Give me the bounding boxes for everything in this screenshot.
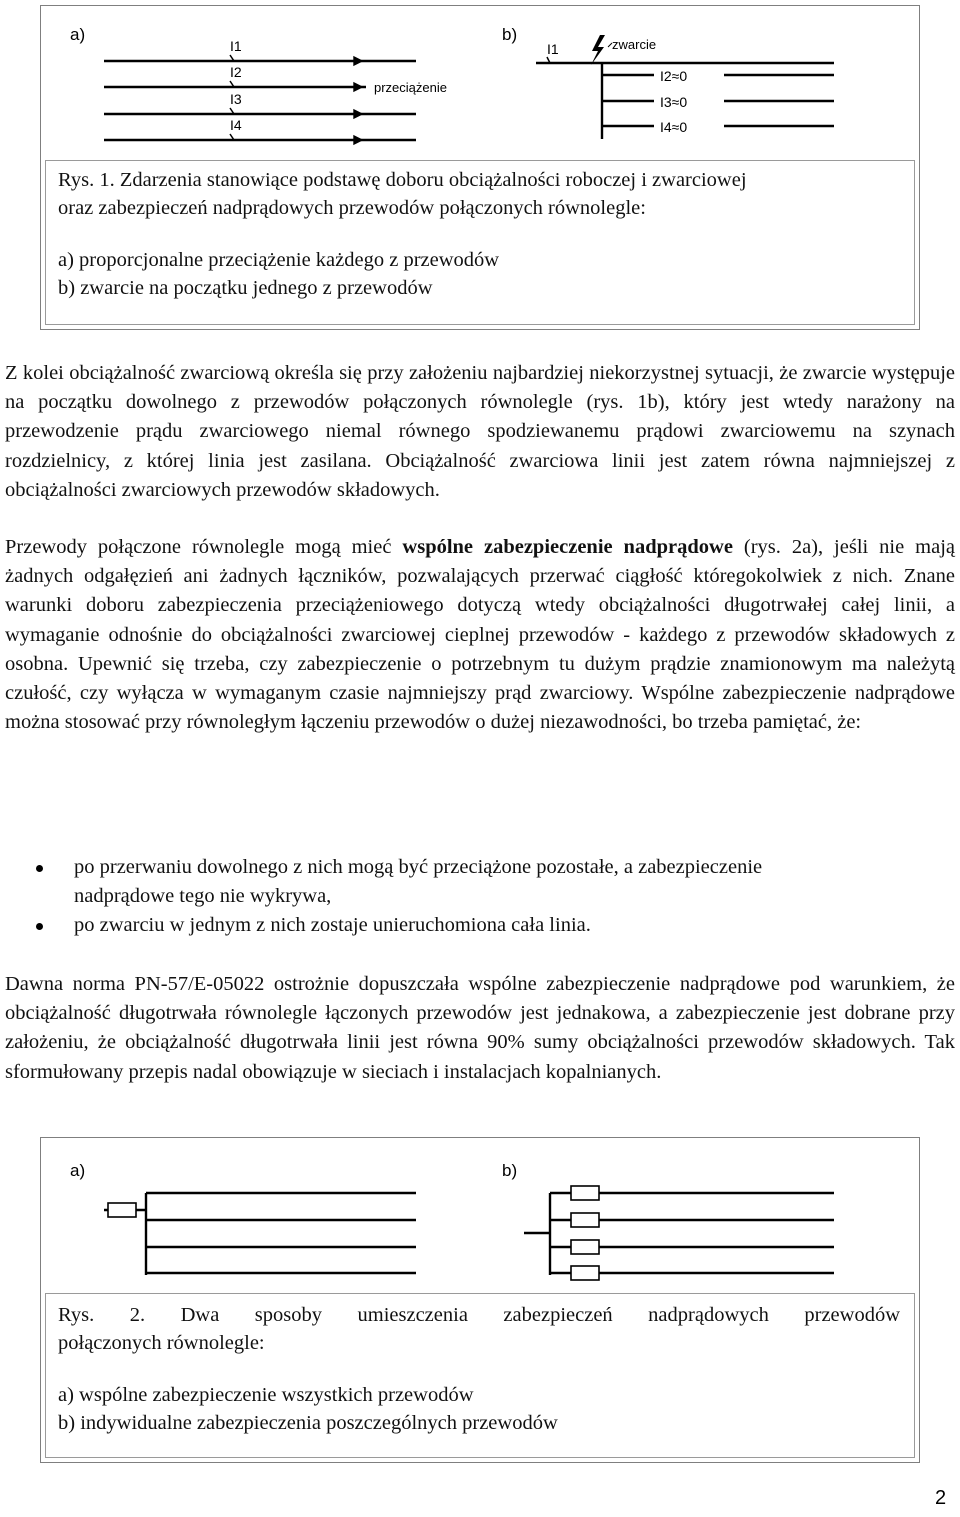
figure-2-caption-line1: Rys. 2. Dwa sposoby umieszczenia zabezpieczeń nadprądowych przewodów <box>58 1304 900 1326</box>
bullet-1-line-1: po przerwaniu dowolnego z nich mogą być przeciążone pozostałe, a zabezpieczenie <box>74 856 763 878</box>
fuse-icon <box>108 1203 136 1217</box>
figure-1-caption-line2: oraz zabezpieczeń nadprądowych przewodów połączonych równolegle: <box>58 197 646 219</box>
paragraph-1: Z kolei obciążalność zwarciową określa się przy założeniu najbardziej niekorzystnej sytuacji, że zwarcie występuje na początku dowolnego z przewodów połączonych równolegle (rys. 1b), który jest wtedy narażony na przewodzenie prądu zwarciowego niemal równego spodziewanemu prądowi zwarciowemu na szynach rozdzielnicy, z której linia jest zasilana. Obciążalność zwarciowa linii jest zatem równa najmniejszej z obciążalności zwarciowych przewodów składowych. <box>5 362 955 501</box>
bullet-dot <box>36 865 43 872</box>
figure-1-caption-b: b) zwarcie na początku jednego z przewodów <box>58 277 433 299</box>
figure-1-label-a: a) <box>70 25 86 44</box>
bullet-list <box>0 853 960 941</box>
figure-2-diagram <box>44 1141 916 1291</box>
bullet-dot <box>36 923 43 930</box>
bullet-item-1 <box>0 853 960 911</box>
figure-2-caption-a: a) wspólne zabezpieczenie wszystkich przewodów <box>58 1384 474 1406</box>
figure-2-label-b: b) <box>502 1161 518 1180</box>
bullet-1-line-2: nadprądowe tego nie wykrywa, <box>74 885 332 908</box>
figure-1-current-i1: I1 <box>230 38 242 54</box>
figure-2-caption-box <box>45 1293 915 1458</box>
bullet-item-2 <box>0 911 960 940</box>
figure-2-caption-line2: połączonych równolegle: <box>58 1332 265 1354</box>
figure-2-label-a: a) <box>70 1161 86 1180</box>
fuse-icon <box>571 1266 599 1280</box>
figure-1-label-b: b) <box>502 25 518 44</box>
figure-1-caption-box <box>45 160 915 325</box>
bullet-2-text: po zwarciu w jednym z nich zostaje unieruchomiona cała linia. <box>74 914 591 937</box>
figure-1-short-label: zwarcie <box>612 37 657 52</box>
figure-1-b-current-i2: I2≈0 <box>660 68 688 84</box>
fuse-icon <box>571 1240 599 1254</box>
figure-1-caption-a: a) proporcjonalne przeciążenie każdego z przewodów <box>58 249 500 271</box>
paragraph-2-rest: (rys. 2a), jeśli nie mają żadnych odgałęzień ani żadnych łączników, pozwalających przerwać ciągłość któregokolwiek z nich. Znane warunki doboru zabezpieczenia przeciążeniowego dotyczą wtedy obciążalności długotrwałej całej linii, a wymaganie odnośnie do obciążalności zwarciowej cieplnej przewodów - każdego z przewodów składowych z osobna. Upewnić się trzeba, czy zabezpieczenie o potrzebnym tu dużym prądzie znamionowym ma należytą czułość, czy wyłącza w wymaganym czasie najmniejszy prąd zwarciowy. Wspólne zabezpieczenie nadprądowe można stosować przy równoległym łączeniu przewodów o dużej niezawodności, bo trzeba pamiętać, że: <box>5 536 955 734</box>
figure-1-overload-label: przeciążenie <box>374 80 447 95</box>
figure-2-caption <box>46 1294 914 1438</box>
page-number: 2 <box>935 1487 947 1509</box>
figure-2-caption-b: b) indywidualne zabezpieczenia poszczególnych przewodów <box>58 1412 558 1434</box>
figure-1-b-current-i1: I1 <box>547 41 559 57</box>
body-text-2 <box>5 970 955 1087</box>
figure-1-caption <box>46 161 914 303</box>
figure-1-current-i4: I4 <box>230 117 242 133</box>
body-text <box>5 359 955 737</box>
figure-1-b-current-i4: I4≈0 <box>660 119 688 135</box>
lightning-icon <box>591 35 605 65</box>
paragraph-2-start: Przewody połączone równolegle mogą mieć <box>5 536 403 559</box>
fuse-icon <box>571 1186 599 1200</box>
figure-1-diagram <box>44 9 916 159</box>
paragraph-3: Dawna norma PN-57/E-05022 ostrożnie dopuszczała wspólne zabezpieczenie nadprądowe pod warunkiem, że obciążalność długotrwała równolegle łączonych przewodów jest jednakowa, a zabezpieczenie jest dobrane przy założeniu, że obciążalność długotrwała linii jest równa 90% sumy obciążalności przewodów składowych. Tak sformułowany przepis nadal obowiązuje w sieciach i instalacjach kopalnianych. <box>5 973 955 1083</box>
figure-1-caption-line1: Rys. 1. Zdarzenia stanowiące podstawę doboru obciążalności roboczej i zwarciowej <box>58 169 747 191</box>
figure-1-current-i3: I3 <box>230 91 242 107</box>
paragraph-2 <box>5 533 955 737</box>
paragraph-2-bold: wspólne zabezpieczenie nadprądowe <box>402 536 733 559</box>
figure-1-b-current-i3: I3≈0 <box>660 94 688 110</box>
figure-1-current-i2: I2 <box>230 64 242 80</box>
fuse-icon <box>571 1213 599 1227</box>
